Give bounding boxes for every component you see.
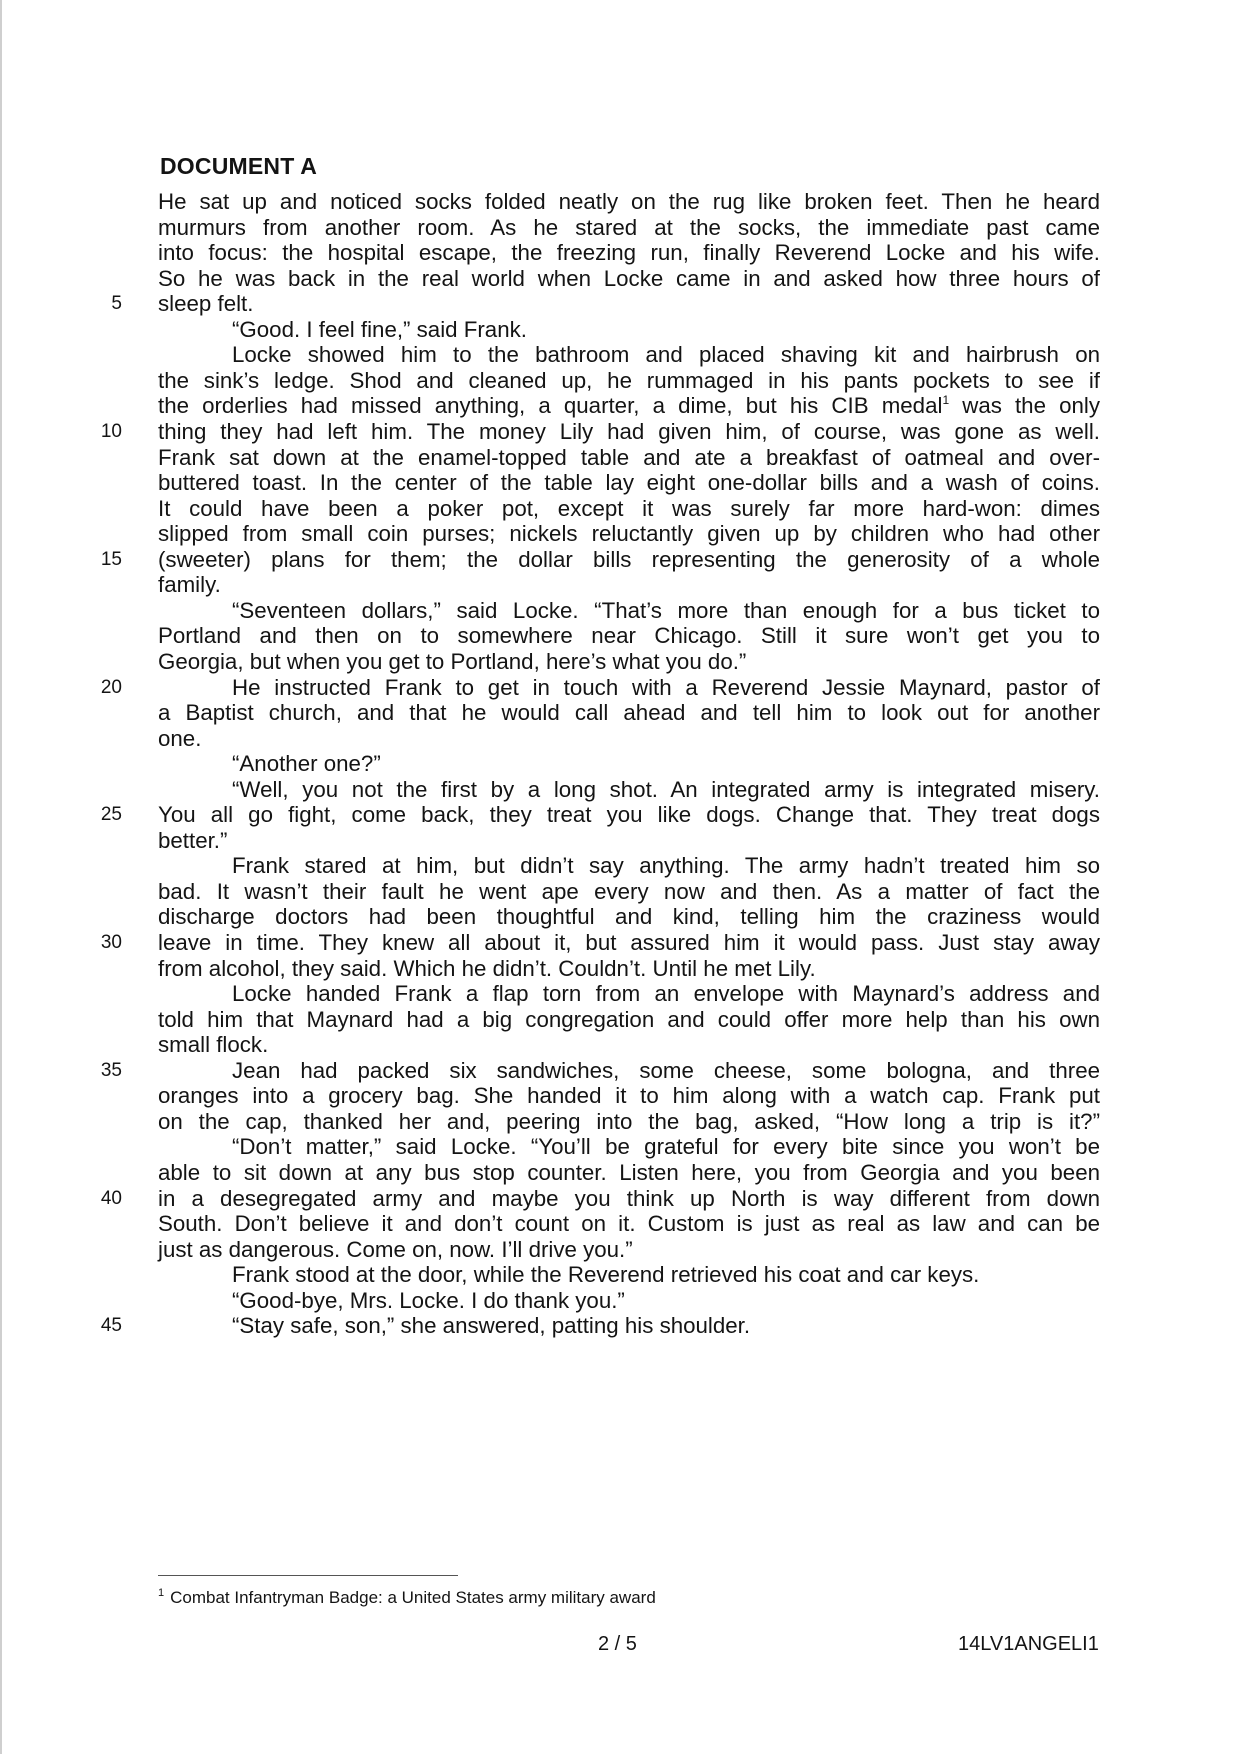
text-line bbox=[0, 1108, 1240, 1136]
line-text-main: bad. It wasn’t their fault he went ape every now and then. As a matter of fact the bbox=[158, 878, 1100, 904]
line-text bbox=[232, 316, 527, 344]
line-text-main: Jean had packed six sandwiches, some cheese, some bologna, and three bbox=[232, 1057, 1100, 1083]
line-text-main: sleep felt. bbox=[158, 291, 254, 317]
line-text-main: He sat up and noticed socks folded neatly on the rug like broken feet. Then he heard bbox=[158, 189, 1100, 214]
line-text-main: Frank stared at him, but didn’t say anything. The army hadn’t treated him so bbox=[232, 853, 1100, 879]
text-line bbox=[0, 1210, 1240, 1238]
text-line bbox=[0, 725, 1240, 753]
line-number: 15 bbox=[100, 548, 122, 570]
line-text bbox=[232, 980, 1100, 1008]
line-text bbox=[158, 495, 1100, 523]
text-line bbox=[0, 418, 1240, 446]
line-text-main: “Well, you not the first by a long shot. An integrated army is integrated misery. bbox=[232, 776, 1100, 802]
line-text bbox=[158, 801, 1100, 829]
line-text bbox=[232, 852, 1100, 880]
line-text bbox=[158, 878, 1100, 906]
line-text bbox=[158, 903, 1100, 931]
line-text-main: “Good. I feel fine,” said Frank. bbox=[232, 316, 527, 342]
line-text-main: Locke handed Frank a flap torn from an envelope with Maynard’s address and bbox=[232, 981, 1100, 1007]
line-text-main: “Seventeen dollars,” said Locke. “That’s more than enough for a bus ticket to bbox=[232, 597, 1100, 623]
line-text-main: It could have been a poker pot, except it was surely far more hard-won: dimes bbox=[158, 495, 1100, 521]
line-text bbox=[158, 827, 227, 855]
line-text bbox=[158, 571, 221, 599]
text-line bbox=[0, 674, 1240, 702]
line-text-main: a Baptist church, and that he would call ahead and tell him to look out for another bbox=[158, 700, 1100, 725]
line-text bbox=[158, 188, 1100, 216]
text-line bbox=[0, 699, 1240, 727]
footnote bbox=[158, 1587, 656, 1609]
text-line bbox=[0, 341, 1240, 369]
line-text-main: You all go fight, come back, they treat you like dogs. Change that. They treat dogs bbox=[158, 802, 1100, 828]
line-number: 45 bbox=[100, 1315, 122, 1337]
text-line bbox=[0, 1006, 1240, 1034]
text-line bbox=[0, 367, 1240, 395]
line-text-main: buttered toast. In the center of the table lay eight one-dollar bills and a wash of coins. bbox=[158, 470, 1100, 496]
line-text bbox=[158, 418, 1100, 446]
line-text-main: Locke showed him to the bathroom and placed shaving kit and hairbrush on bbox=[232, 342, 1100, 368]
line-text bbox=[232, 1261, 979, 1289]
text-line bbox=[0, 980, 1240, 1008]
text-line bbox=[0, 469, 1240, 497]
text-line bbox=[0, 622, 1240, 650]
line-text-after: was the only bbox=[949, 393, 1100, 419]
line-text-main: the orderlies had missed anything, a quarter, a dime, but his CIB medal bbox=[158, 393, 943, 419]
line-text bbox=[158, 239, 1100, 267]
line-text bbox=[232, 341, 1100, 369]
line-number: 5 bbox=[111, 293, 122, 315]
text-line bbox=[0, 546, 1240, 574]
line-text bbox=[232, 1312, 750, 1340]
line-text-main: Frank sat down at the enamel-topped table and ate a breakfast of oatmeal and over- bbox=[158, 444, 1100, 470]
line-text-main: (sweeter) plans for them; the dollar bills representing the generosity of a whole bbox=[158, 546, 1100, 572]
line-text-main: So he was back in the real world when Locke came in and asked how three hours of bbox=[158, 265, 1100, 291]
text-line bbox=[0, 597, 1240, 625]
line-text-main: the sink’s ledge. Shod and cleaned up, he rummaged in his pants pockets to see if bbox=[158, 367, 1100, 393]
line-text bbox=[158, 1006, 1100, 1034]
text-line bbox=[0, 1133, 1240, 1161]
line-text-main: able to sit down at any bus stop counter. Listen here, you from Georgia and you been bbox=[158, 1159, 1100, 1185]
text-line bbox=[0, 392, 1240, 420]
text-line bbox=[0, 265, 1240, 293]
text-line bbox=[0, 1082, 1240, 1110]
footnote-text: Combat Infantryman Badge: a United States army military award bbox=[170, 1588, 656, 1607]
text-line bbox=[0, 801, 1240, 829]
text-line bbox=[0, 1031, 1240, 1059]
text-line bbox=[0, 1261, 1240, 1289]
line-text bbox=[158, 290, 253, 318]
line-text bbox=[158, 1185, 1100, 1213]
text-line bbox=[0, 903, 1240, 931]
line-text bbox=[158, 1082, 1100, 1110]
line-text-main: Georgia, but when you get to Portland, here’s what you do.” bbox=[158, 648, 747, 674]
line-text-main: one. bbox=[158, 725, 202, 751]
line-text-main: Portland and then on to somewhere near Chicago. Still it sure won’t get you to bbox=[158, 623, 1100, 649]
line-text-main: better.” bbox=[158, 827, 228, 853]
line-text bbox=[158, 444, 1100, 472]
footnote-marker: 1 bbox=[158, 1587, 165, 1599]
line-text-main: leave in time. They knew all about it, but assured him it would pass. Just stay away bbox=[158, 930, 1100, 955]
line-text bbox=[158, 1210, 1100, 1238]
footnote-reference: 1 bbox=[942, 393, 950, 408]
line-text bbox=[158, 699, 1100, 727]
text-line bbox=[0, 776, 1240, 804]
line-text-main: “Another one?” bbox=[232, 751, 381, 777]
line-text-main: “Good-bye, Mrs. Locke. I do thank you.” bbox=[232, 1287, 625, 1313]
line-text bbox=[158, 929, 1100, 957]
line-text bbox=[158, 392, 1100, 420]
text-line bbox=[0, 239, 1240, 267]
text-line bbox=[0, 316, 1240, 344]
footnote-rule bbox=[158, 1575, 458, 1576]
text-line bbox=[0, 929, 1240, 957]
text-line bbox=[0, 1236, 1240, 1264]
line-text bbox=[232, 674, 1100, 702]
line-text-main: told him that Maynard had a big congregation and could offer more help than his own bbox=[158, 1006, 1100, 1032]
line-text bbox=[232, 1287, 625, 1315]
text-line bbox=[0, 1287, 1240, 1315]
line-text bbox=[158, 1108, 1100, 1136]
line-number: 10 bbox=[100, 421, 122, 442]
text-line bbox=[0, 495, 1240, 523]
text-line bbox=[0, 520, 1240, 548]
line-text-main: South. Don’t believe it and don’t count on it. Custom is just as real as law and can be bbox=[158, 1211, 1100, 1236]
document-code: 14LV1ANGELI1 bbox=[958, 1633, 1099, 1655]
line-text bbox=[158, 546, 1100, 574]
text-line bbox=[0, 188, 1240, 216]
text-line bbox=[0, 1185, 1240, 1213]
line-text-main: He instructed Frank to get in touch with a Reverend Jessie Maynard, pastor of bbox=[232, 674, 1100, 700]
line-text-main: “Stay safe, son,” she answered, patting his shoulder. bbox=[232, 1313, 751, 1339]
text-line bbox=[0, 214, 1240, 242]
line-text-main: just as dangerous. Come on, now. I’ll drive you.” bbox=[158, 1236, 633, 1262]
text-line bbox=[0, 1159, 1240, 1187]
line-text-main: on the cap, thanked her and, peering into the bag, asked, “How long a trip is it?” bbox=[158, 1108, 1100, 1134]
line-text bbox=[232, 776, 1100, 804]
text-line bbox=[0, 648, 1240, 676]
text-line bbox=[0, 852, 1240, 880]
line-text-main: “Don’t matter,” said Locke. “You’ll be grateful for every bite since you won’t be bbox=[232, 1134, 1100, 1160]
line-text bbox=[232, 597, 1100, 625]
text-line bbox=[0, 827, 1240, 855]
page-number: 2 / 5 bbox=[598, 1633, 637, 1655]
text-line bbox=[0, 571, 1240, 599]
line-text bbox=[158, 1236, 633, 1264]
line-text bbox=[158, 1159, 1100, 1187]
line-text-main: from alcohol, they said. Which he didn’t. Couldn’t. Until he met Lily. bbox=[158, 955, 816, 981]
line-text bbox=[158, 648, 746, 676]
line-text bbox=[158, 520, 1100, 548]
line-text bbox=[232, 1057, 1100, 1085]
text-line bbox=[0, 444, 1240, 472]
line-text bbox=[232, 750, 381, 778]
line-text-main: small flock. bbox=[158, 1032, 269, 1058]
line-number: 40 bbox=[100, 1187, 122, 1209]
text-line bbox=[0, 878, 1240, 906]
line-text bbox=[158, 622, 1100, 650]
line-number: 35 bbox=[100, 1059, 122, 1081]
line-text-main: family. bbox=[158, 572, 221, 598]
line-text bbox=[158, 214, 1100, 242]
line-text-main: thing they had left him. The money Lily had given him, of course, was gone as well. bbox=[158, 419, 1100, 444]
text-line bbox=[0, 290, 1240, 318]
line-number: 30 bbox=[100, 932, 122, 953]
document-heading: DOCUMENT A bbox=[160, 153, 318, 179]
text-line bbox=[0, 1312, 1240, 1340]
line-number: 25 bbox=[100, 804, 122, 826]
line-text-main: into focus: the hospital escape, the freezing run, finally Reverend Locke and his wife. bbox=[158, 240, 1100, 266]
line-text-main: in a desegregated army and maybe you think up North is way different from down bbox=[158, 1185, 1100, 1211]
line-text bbox=[232, 1133, 1100, 1161]
line-text-main: Frank stood at the door, while the Reverend retrieved his coat and car keys. bbox=[232, 1262, 980, 1288]
text-line bbox=[0, 955, 1240, 983]
line-text bbox=[158, 469, 1100, 497]
line-text-main: murmurs from another room. As he stared at the socks, the immediate past came bbox=[158, 214, 1100, 240]
text-line bbox=[0, 1057, 1240, 1085]
line-text bbox=[158, 367, 1100, 395]
line-text-main: oranges into a grocery bag. She handed it to him along with a watch cap. Frank put bbox=[158, 1083, 1100, 1109]
line-number: 20 bbox=[100, 676, 122, 698]
line-text-main: slipped from small coin purses; nickels reluctantly given up by children who had other bbox=[158, 521, 1100, 547]
line-text bbox=[158, 955, 816, 983]
text-line bbox=[0, 750, 1240, 778]
line-text bbox=[158, 725, 201, 753]
line-text-main: discharge doctors had been thoughtful and kind, telling him the craziness would bbox=[158, 904, 1100, 930]
line-text bbox=[158, 265, 1100, 293]
line-text bbox=[158, 1031, 268, 1059]
